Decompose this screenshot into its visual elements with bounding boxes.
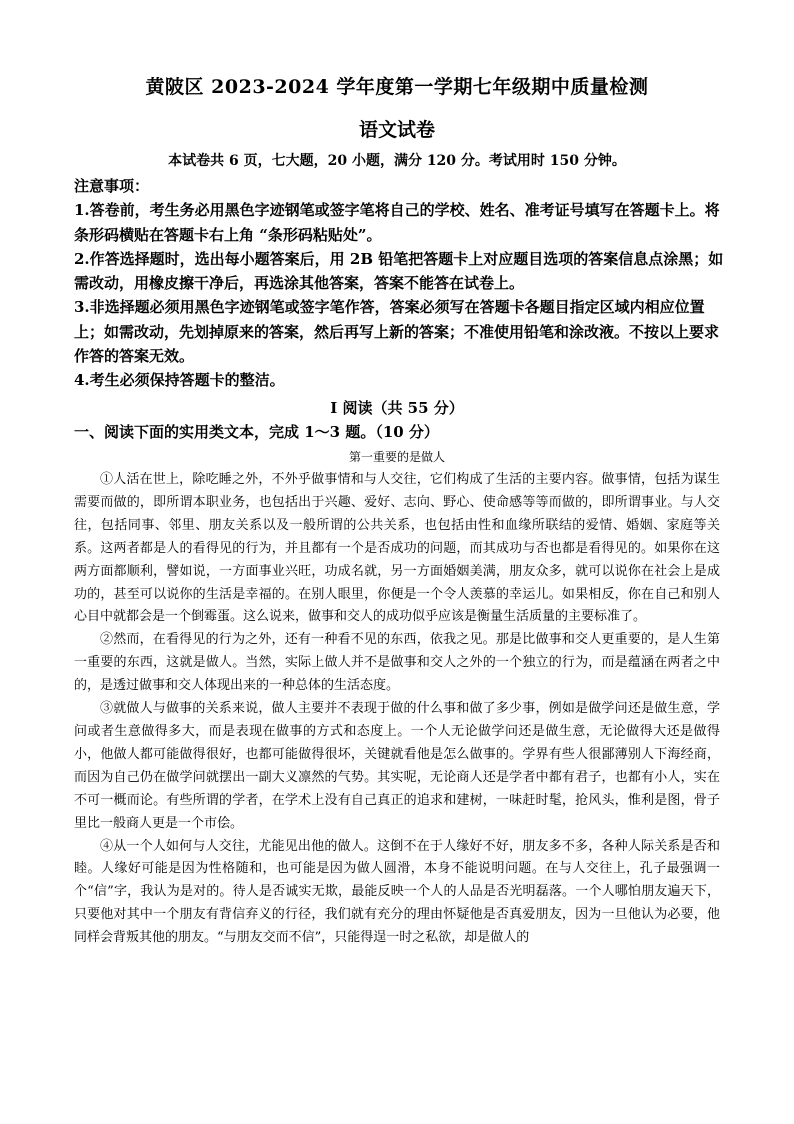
notice-item-1: 1.答卷前，考生务必用黑色字迹钢笔或签字笔将自己的学校、姓名、准考证号填写在答题卡上。将条形码横贴在答题卡右上角 “条形码粘贴处”。 bbox=[74, 201, 720, 244]
notice-heading: 注意事项： bbox=[74, 177, 150, 195]
notice-item-4: 4.考生必须保持答题卡的整洁。 bbox=[74, 371, 285, 390]
article-paragraph-4: ④从一个人如何与人交往，尤能见出他的做人。这倒不在于人缘好不好，朋友多不多，各种人际关系是否和睦。人缘好可能是因为性格随和，也可能是因为做人圆滑，本身不能说明问题。在与人交往上，孔子最强调一个“信”字，我认为是对的。待人是否诚实无欺，最能反映一个人的人品是否光明磊落。一个人哪怕朋友遍天下，只要他对其中一个朋友有背信弃义的行径，我们就有充分的理由怀疑他是否真爱朋友，因为一旦他认为必要，他同样会背叛其他的朋友。“与朋友交而不信”，只能得逞一时之私欲，却是做人的 bbox=[74, 838, 720, 946]
notice-item-3: 3.非选择题必须用黑色字迹钢笔或签字笔作答，答案必须写在答题卡各题目指定区域内相应位置上；如需改动，先划掉原来的答案，然后再写上新的答案；不准使用铅笔和涂改液。不按以上要求作答的答案无效。 bbox=[74, 298, 720, 366]
section-heading: Ⅰ 阅读（共 55 分） bbox=[330, 399, 464, 417]
notice-item-2: 2.作答选择题时，选出每小题答案后，用 2B 铅笔把答题卡上对应题目选项的答案信息点涂黑；如需改动，用橡皮擦干净后，再选涂其他答案，答案不能答在试卷上。 bbox=[74, 249, 724, 293]
article-paragraph-2: ②然而，在看得见的行为之外，还有一种看不见的东西，依我之见。那是比做事和交人更重要的，是人生第一重要的东西，这就是做人。当然，实际上做人并不是做事和交人之外的一个独立的行为，而是蕴涵在两者之中的，是透过做事和交人体现出来的一种总体的生活态度。 bbox=[74, 632, 720, 694]
article-title: 第一重要的是做人 bbox=[348, 450, 445, 464]
article-paragraph-3: ③就做人与做事的关系来说，做人主要并不表现于做的什么事和做了多少事，例如是做学问还是做生意，学问或者生意做得多大，而是表现在做事的方式和态度上。一个人无论做学问还是做生意，无论做得大还是做得小，他做人都可能做得很好，也都可能做得很坏，关键就看他是怎么做事的。学界有些人很鄙薄别人下海经商，而因为自己仍在做学问就摆出一副大义凛然的气势。其实呢，无论商人还是学者中都有君子，也都有小人，实在不可一概而论。有些所谓的学者，在学术上没有自己真正的追求和建树，一味赶时髦，抢风头，惟利是图，骨子里比一般商人更是一个市侩。 bbox=[74, 701, 720, 831]
article-body bbox=[74, 469, 720, 950]
exam-title: 黄陂区 2023-2024 学年度第一学期七年级期中质量检测 bbox=[145, 76, 649, 98]
exam-subtitle: 语文试卷 bbox=[358, 119, 435, 141]
exam-info: 本试卷共 6 页，七大题，20 小题，满分 120 分。考试用时 150 分钟。 bbox=[168, 153, 626, 169]
article-paragraph-1: ①人活在世上，除吃睡之外，不外乎做事情和与人交往，它们构成了生活的主要内容。做事情，包括为谋生需要而做的，即所谓本职业务，也包括出于兴趣、爱好、志向、野心、使命感等等而做的，即所谓事业。与人交往，包括同事、邻里、朋友关系以及一般所谓的公共关系，也包括由性和血缘所联结的爱情、婚姻、家庭等关系。这两者都是人的看得见的行为，并且都有一个是否成功的问题，而其成功与否也都是看得见的。如果你在这两方面都顺利，譬如说，一方面事业兴旺，功成名就，另一方面婚姻美满，朋友众多，就可以说你在社会上是成功的，甚至可以说你的生活是幸福的。在别人眼里，你便是一个令人羡慕的幸运儿。如果相反，你在自己和别人心目中就都会是一个倒霉蛋。这么说来，做事和交人的成功似乎应该是衡量生活质量的主要标准了。 bbox=[74, 472, 720, 625]
notice-block bbox=[74, 174, 724, 393]
question-heading: 一、阅读下面的实用类文本，完成 1～3 题。（10 分） bbox=[74, 423, 439, 441]
